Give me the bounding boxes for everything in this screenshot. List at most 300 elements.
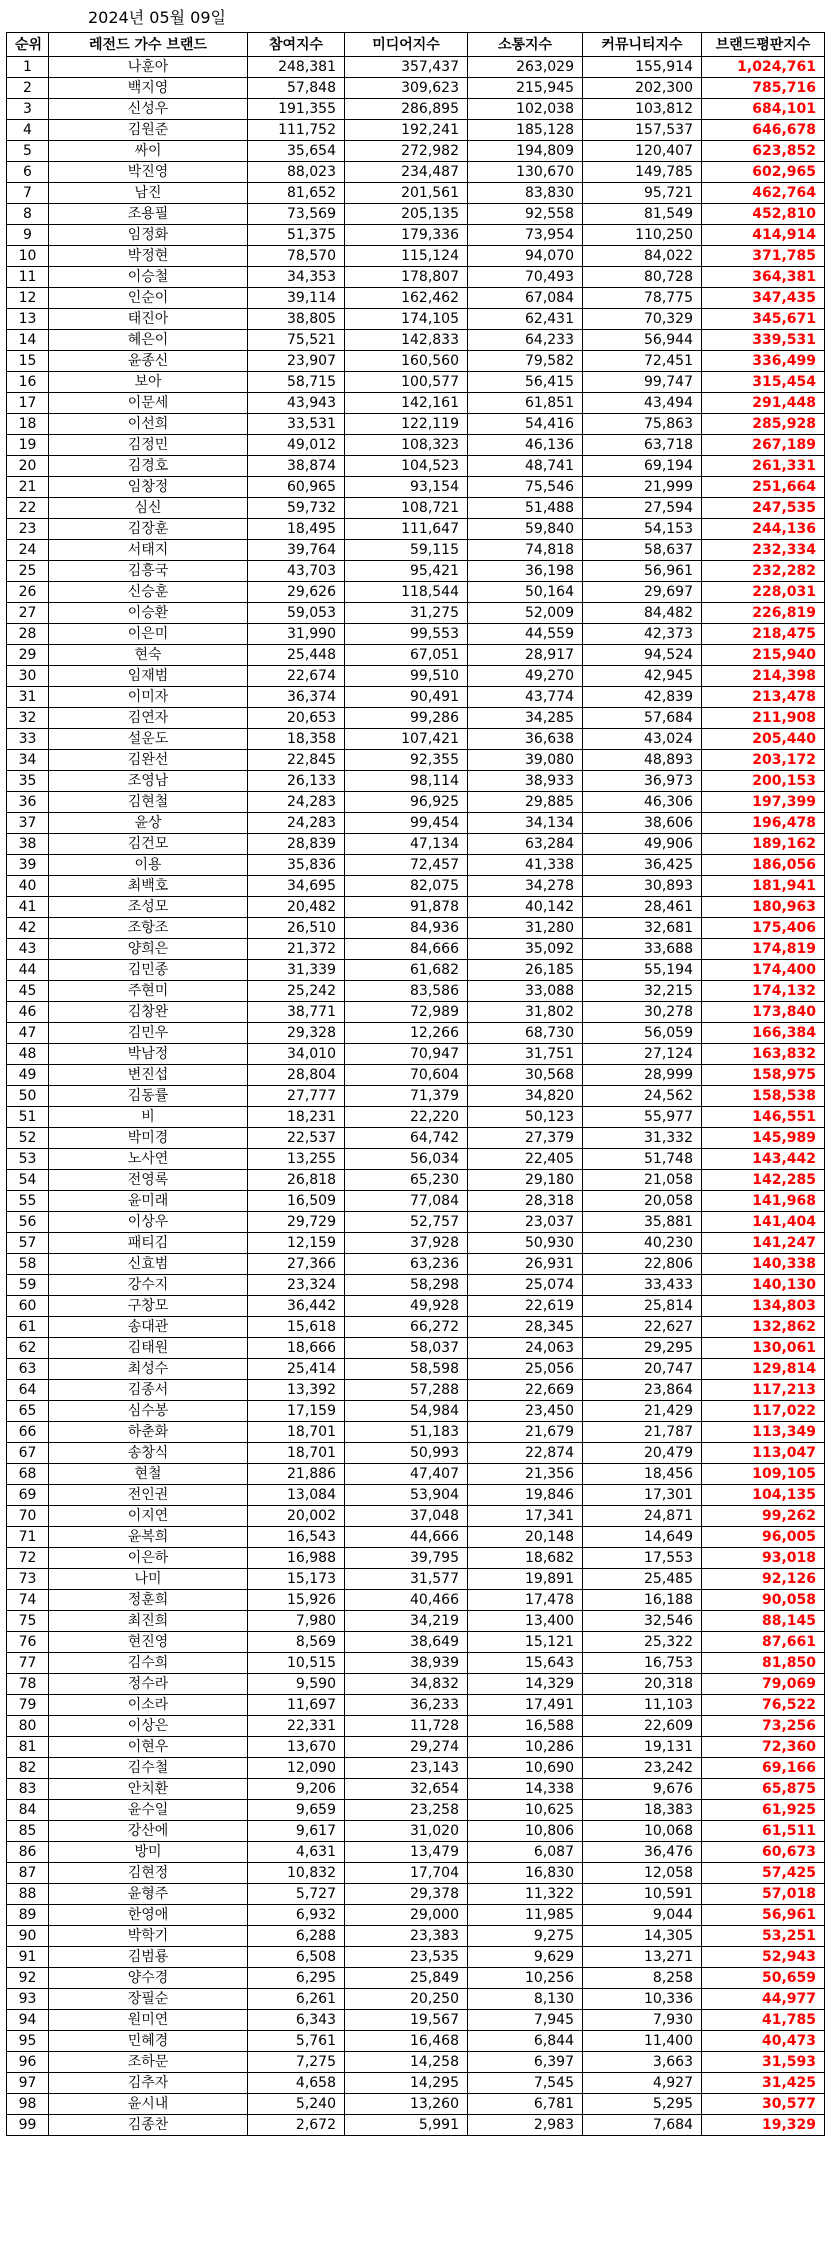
rank-cell: 59	[7, 1275, 49, 1296]
media-cell: 17,704	[345, 1863, 468, 1884]
table-row	[7, 1779, 825, 1800]
participation-cell: 21,372	[248, 939, 345, 960]
community-cell: 23,864	[583, 1380, 702, 1401]
media-cell: 23,535	[345, 1947, 468, 1968]
communication-cell: 8,130	[468, 1989, 583, 2010]
participation-cell: 12,159	[248, 1233, 345, 1254]
table-row	[7, 561, 825, 582]
brand-reputation-cell: 113,349	[702, 1422, 825, 1443]
communication-cell: 21,356	[468, 1464, 583, 1485]
communication-cell: 46,136	[468, 435, 583, 456]
community-cell: 25,485	[583, 1569, 702, 1590]
community-cell: 20,318	[583, 1674, 702, 1695]
participation-cell: 12,090	[248, 1758, 345, 1779]
singer-name-cell: 김장훈	[49, 519, 248, 540]
community-cell: 84,482	[583, 603, 702, 624]
community-cell: 20,479	[583, 1443, 702, 1464]
media-cell: 59,115	[345, 540, 468, 561]
brand-reputation-cell: 65,875	[702, 1779, 825, 1800]
community-cell: 42,373	[583, 624, 702, 645]
table-row	[7, 1737, 825, 1758]
participation-cell: 28,804	[248, 1065, 345, 1086]
communication-cell: 92,558	[468, 204, 583, 225]
participation-cell: 60,965	[248, 477, 345, 498]
community-cell: 11,103	[583, 1695, 702, 1716]
rank-cell: 49	[7, 1065, 49, 1086]
community-cell: 58,637	[583, 540, 702, 561]
media-cell: 108,323	[345, 435, 468, 456]
table-row	[7, 666, 825, 687]
participation-cell: 13,392	[248, 1380, 345, 1401]
brand-reputation-cell: 211,908	[702, 708, 825, 729]
communication-cell: 16,830	[468, 1863, 583, 1884]
media-cell: 142,833	[345, 330, 468, 351]
table-row	[7, 1233, 825, 1254]
brand-reputation-cell: 200,153	[702, 771, 825, 792]
community-cell: 7,930	[583, 2010, 702, 2031]
communication-cell: 23,450	[468, 1401, 583, 1422]
communication-cell: 27,379	[468, 1128, 583, 1149]
communication-cell: 79,582	[468, 351, 583, 372]
media-cell: 44,666	[345, 1527, 468, 1548]
media-cell: 38,939	[345, 1653, 468, 1674]
community-cell: 84,022	[583, 246, 702, 267]
singer-name-cell: 윤시내	[49, 2094, 248, 2115]
community-cell: 51,748	[583, 1149, 702, 1170]
media-cell: 83,586	[345, 981, 468, 1002]
table-row	[7, 1569, 825, 1590]
media-cell: 99,510	[345, 666, 468, 687]
media-cell: 272,982	[345, 141, 468, 162]
brand-reputation-cell: 203,172	[702, 750, 825, 771]
singer-name-cell: 윤상	[49, 813, 248, 834]
table-row	[7, 687, 825, 708]
communication-cell: 36,198	[468, 561, 583, 582]
brand-reputation-cell: 73,256	[702, 1716, 825, 1737]
rank-cell: 17	[7, 393, 49, 414]
singer-name-cell: 양희은	[49, 939, 248, 960]
brand-reputation-cell: 92,126	[702, 1569, 825, 1590]
communication-cell: 25,056	[468, 1359, 583, 1380]
singer-name-cell: 강산에	[49, 1821, 248, 1842]
communication-cell: 52,009	[468, 603, 583, 624]
participation-cell: 27,777	[248, 1086, 345, 1107]
communication-cell: 17,341	[468, 1506, 583, 1527]
singer-name-cell: 김경호	[49, 456, 248, 477]
brand-reputation-cell: 56,961	[702, 1905, 825, 1926]
communication-cell: 10,625	[468, 1800, 583, 1821]
participation-cell: 34,010	[248, 1044, 345, 1065]
participation-cell: 75,521	[248, 330, 345, 351]
singer-name-cell: 최성수	[49, 1359, 248, 1380]
rank-cell: 24	[7, 540, 49, 561]
participation-cell: 38,805	[248, 309, 345, 330]
table-row	[7, 1947, 825, 1968]
communication-cell: 33,088	[468, 981, 583, 1002]
community-cell: 40,230	[583, 1233, 702, 1254]
rank-cell: 70	[7, 1506, 49, 1527]
rank-cell: 64	[7, 1380, 49, 1401]
communication-cell: 50,123	[468, 1107, 583, 1128]
brand-reputation-cell: 134,803	[702, 1296, 825, 1317]
communication-cell: 50,930	[468, 1233, 583, 1254]
community-cell: 27,594	[583, 498, 702, 519]
media-cell: 65,230	[345, 1170, 468, 1191]
community-cell: 120,407	[583, 141, 702, 162]
brand-reputation-cell: 166,384	[702, 1023, 825, 1044]
brand-reputation-cell: 31,425	[702, 2073, 825, 2094]
communication-cell: 73,954	[468, 225, 583, 246]
community-cell: 3,663	[583, 2052, 702, 2073]
community-cell: 25,322	[583, 1632, 702, 1653]
table-row	[7, 1506, 825, 1527]
participation-cell: 13,255	[248, 1149, 345, 1170]
table-row	[7, 540, 825, 561]
participation-cell: 23,907	[248, 351, 345, 372]
table-row	[7, 141, 825, 162]
rank-cell: 57	[7, 1233, 49, 1254]
brand-reputation-cell: 57,425	[702, 1863, 825, 1884]
brand-reputation-cell: 173,840	[702, 1002, 825, 1023]
media-cell: 13,260	[345, 2094, 468, 2115]
communication-cell: 11,322	[468, 1884, 583, 1905]
rank-cell: 41	[7, 897, 49, 918]
communication-cell: 185,128	[468, 120, 583, 141]
singer-name-cell: 나미	[49, 1569, 248, 1590]
singer-name-cell: 주현미	[49, 981, 248, 1002]
media-cell: 99,454	[345, 813, 468, 834]
media-cell: 71,379	[345, 1086, 468, 1107]
table-row	[7, 1821, 825, 1842]
singer-name-cell: 김건모	[49, 834, 248, 855]
rank-cell: 61	[7, 1317, 49, 1338]
singer-name-cell: 인순이	[49, 288, 248, 309]
communication-cell: 14,338	[468, 1779, 583, 1800]
communication-cell: 10,690	[468, 1758, 583, 1779]
communication-cell: 130,670	[468, 162, 583, 183]
media-cell: 111,647	[345, 519, 468, 540]
participation-cell: 6,295	[248, 1968, 345, 1989]
singer-name-cell: 정훈희	[49, 1590, 248, 1611]
media-cell: 179,336	[345, 225, 468, 246]
rank-cell: 27	[7, 603, 49, 624]
table-row	[7, 918, 825, 939]
rank-cell: 60	[7, 1296, 49, 1317]
brand-reputation-cell: 174,400	[702, 960, 825, 981]
media-cell: 66,272	[345, 1317, 468, 1338]
singer-name-cell: 임창정	[49, 477, 248, 498]
community-cell: 17,301	[583, 1485, 702, 1506]
table-row	[7, 498, 825, 519]
singer-name-cell: 송창식	[49, 1443, 248, 1464]
brand-reputation-cell: 145,989	[702, 1128, 825, 1149]
participation-cell: 88,023	[248, 162, 345, 183]
participation-cell: 24,283	[248, 813, 345, 834]
community-cell: 54,153	[583, 519, 702, 540]
community-cell: 7,684	[583, 2115, 702, 2136]
community-cell: 21,787	[583, 1422, 702, 1443]
brand-reputation-cell: 226,819	[702, 603, 825, 624]
communication-cell: 34,820	[468, 1086, 583, 1107]
table-row	[7, 1905, 825, 1926]
participation-cell: 18,358	[248, 729, 345, 750]
table-row	[7, 435, 825, 456]
singer-name-cell: 전인권	[49, 1485, 248, 1506]
singer-name-cell: 이승환	[49, 603, 248, 624]
singer-name-cell: 이문세	[49, 393, 248, 414]
media-cell: 104,523	[345, 456, 468, 477]
singer-name-cell: 김완선	[49, 750, 248, 771]
media-cell: 72,989	[345, 1002, 468, 1023]
communication-cell: 62,431	[468, 309, 583, 330]
rank-cell: 29	[7, 645, 49, 666]
rank-cell: 32	[7, 708, 49, 729]
participation-cell: 7,980	[248, 1611, 345, 1632]
brand-reputation-cell: 141,404	[702, 1212, 825, 1233]
communication-cell: 22,874	[468, 1443, 583, 1464]
community-cell: 18,383	[583, 1800, 702, 1821]
rank-cell: 54	[7, 1170, 49, 1191]
table-row	[7, 939, 825, 960]
communication-cell: 6,781	[468, 2094, 583, 2115]
table-row	[7, 1401, 825, 1422]
table-row	[7, 1422, 825, 1443]
media-cell: 50,993	[345, 1443, 468, 1464]
singer-name-cell: 양수경	[49, 1968, 248, 1989]
community-cell: 31,332	[583, 1128, 702, 1149]
community-cell: 11,400	[583, 2031, 702, 2052]
participation-cell: 16,988	[248, 1548, 345, 1569]
participation-cell: 28,839	[248, 834, 345, 855]
participation-cell: 9,206	[248, 1779, 345, 1800]
communication-cell: 40,142	[468, 897, 583, 918]
brand-reputation-cell: 40,473	[702, 2031, 825, 2052]
communication-cell: 26,931	[468, 1254, 583, 1275]
table-row	[7, 1380, 825, 1401]
community-cell: 20,747	[583, 1359, 702, 1380]
participation-cell: 11,697	[248, 1695, 345, 1716]
singer-name-cell: 임재범	[49, 666, 248, 687]
brand-reputation-cell: 117,022	[702, 1401, 825, 1422]
brand-reputation-cell: 61,511	[702, 1821, 825, 1842]
table-row	[7, 1758, 825, 1779]
participation-cell: 18,231	[248, 1107, 345, 1128]
singer-name-cell: 심수봉	[49, 1401, 248, 1422]
table-row	[7, 834, 825, 855]
participation-cell: 23,324	[248, 1275, 345, 1296]
community-cell: 155,914	[583, 57, 702, 78]
rank-cell: 79	[7, 1695, 49, 1716]
communication-cell: 194,809	[468, 141, 583, 162]
communication-cell: 7,545	[468, 2073, 583, 2094]
communication-cell: 17,478	[468, 1590, 583, 1611]
singer-name-cell: 조하문	[49, 2052, 248, 2073]
singer-name-cell: 김창완	[49, 1002, 248, 1023]
participation-cell: 5,240	[248, 2094, 345, 2115]
participation-cell: 20,482	[248, 897, 345, 918]
media-cell: 29,378	[345, 1884, 468, 1905]
brand-reputation-cell: 174,132	[702, 981, 825, 1002]
table-row	[7, 1653, 825, 1674]
column-header-communication: 소통지수	[468, 33, 583, 57]
column-header-brand-reputation: 브랜드평판지수	[702, 33, 825, 57]
brand-reputation-cell: 130,061	[702, 1338, 825, 1359]
table-row	[7, 2073, 825, 2094]
rank-cell: 33	[7, 729, 49, 750]
brand-reputation-cell: 339,531	[702, 330, 825, 351]
singer-name-cell: 심신	[49, 498, 248, 519]
rank-cell: 40	[7, 876, 49, 897]
participation-cell: 191,355	[248, 99, 345, 120]
singer-name-cell: 박진영	[49, 162, 248, 183]
media-cell: 58,298	[345, 1275, 468, 1296]
media-cell: 64,742	[345, 1128, 468, 1149]
table-row	[7, 372, 825, 393]
table-row	[7, 603, 825, 624]
media-cell: 53,904	[345, 1485, 468, 1506]
community-cell: 21,999	[583, 477, 702, 498]
brand-reputation-cell: 72,360	[702, 1737, 825, 1758]
singer-name-cell: 장필순	[49, 1989, 248, 2010]
table-row	[7, 330, 825, 351]
media-cell: 142,161	[345, 393, 468, 414]
community-cell: 24,562	[583, 1086, 702, 1107]
singer-name-cell: 조항조	[49, 918, 248, 939]
rank-cell: 39	[7, 855, 49, 876]
community-cell: 43,024	[583, 729, 702, 750]
brand-reputation-cell: 109,105	[702, 1464, 825, 1485]
media-cell: 29,274	[345, 1737, 468, 1758]
participation-cell: 27,366	[248, 1254, 345, 1275]
community-cell: 9,676	[583, 1779, 702, 1800]
table-row	[7, 1086, 825, 1107]
community-cell: 72,451	[583, 351, 702, 372]
participation-cell: 24,283	[248, 792, 345, 813]
participation-cell: 10,832	[248, 1863, 345, 1884]
singer-name-cell: 박미경	[49, 1128, 248, 1149]
table-row	[7, 708, 825, 729]
community-cell: 69,194	[583, 456, 702, 477]
communication-cell: 24,063	[468, 1338, 583, 1359]
table-row	[7, 2031, 825, 2052]
rank-cell: 8	[7, 204, 49, 225]
table-row	[7, 1611, 825, 1632]
media-cell: 61,682	[345, 960, 468, 981]
communication-cell: 22,405	[468, 1149, 583, 1170]
rank-cell: 46	[7, 1002, 49, 1023]
singer-name-cell: 이은하	[49, 1548, 248, 1569]
participation-cell: 16,543	[248, 1527, 345, 1548]
table-row	[7, 162, 825, 183]
table-row	[7, 1989, 825, 2010]
brand-reputation-cell: 218,475	[702, 624, 825, 645]
brand-reputation-cell: 76,522	[702, 1695, 825, 1716]
table-row	[7, 183, 825, 204]
rank-cell: 73	[7, 1569, 49, 1590]
singer-name-cell: 윤복희	[49, 1527, 248, 1548]
table-row	[7, 477, 825, 498]
participation-cell: 34,353	[248, 267, 345, 288]
participation-cell: 9,659	[248, 1800, 345, 1821]
header-row	[7, 33, 825, 57]
community-cell: 33,688	[583, 939, 702, 960]
table-row	[7, 1884, 825, 1905]
singer-name-cell: 조용필	[49, 204, 248, 225]
participation-cell: 22,331	[248, 1716, 345, 1737]
rank-cell: 43	[7, 939, 49, 960]
communication-cell: 25,074	[468, 1275, 583, 1296]
table-row	[7, 1842, 825, 1863]
rank-cell: 75	[7, 1611, 49, 1632]
singer-name-cell: 현진영	[49, 1632, 248, 1653]
participation-cell: 26,133	[248, 771, 345, 792]
table-row	[7, 855, 825, 876]
communication-cell: 21,679	[468, 1422, 583, 1443]
singer-name-cell: 한영애	[49, 1905, 248, 1926]
singer-name-cell: 전영록	[49, 1170, 248, 1191]
participation-cell: 4,631	[248, 1842, 345, 1863]
community-cell: 21,429	[583, 1401, 702, 1422]
brand-reputation-cell: 132,862	[702, 1317, 825, 1338]
singer-name-cell: 김태원	[49, 1338, 248, 1359]
table-row	[7, 1674, 825, 1695]
rank-cell: 35	[7, 771, 49, 792]
communication-cell: 50,164	[468, 582, 583, 603]
media-cell: 47,407	[345, 1464, 468, 1485]
singer-name-cell: 혜은이	[49, 330, 248, 351]
community-cell: 70,329	[583, 309, 702, 330]
communication-cell: 56,415	[468, 372, 583, 393]
singer-name-cell: 김흥국	[49, 561, 248, 582]
rank-cell: 42	[7, 918, 49, 939]
media-cell: 14,295	[345, 2073, 468, 2094]
brand-reputation-cell: 228,031	[702, 582, 825, 603]
communication-cell: 2,983	[468, 2115, 583, 2136]
rank-cell: 30	[7, 666, 49, 687]
singer-name-cell: 이상우	[49, 1212, 248, 1233]
table-body	[7, 57, 825, 2136]
media-cell: 84,666	[345, 939, 468, 960]
rank-cell: 16	[7, 372, 49, 393]
brand-reputation-cell: 30,577	[702, 2094, 825, 2115]
table-row	[7, 1149, 825, 1170]
rank-cell: 85	[7, 1821, 49, 1842]
participation-cell: 34,695	[248, 876, 345, 897]
communication-cell: 28,917	[468, 645, 583, 666]
media-cell: 58,598	[345, 1359, 468, 1380]
singer-name-cell: 이승철	[49, 267, 248, 288]
rank-cell: 94	[7, 2010, 49, 2031]
media-cell: 96,925	[345, 792, 468, 813]
communication-cell: 15,643	[468, 1653, 583, 1674]
brand-reputation-cell: 414,914	[702, 225, 825, 246]
media-cell: 31,577	[345, 1569, 468, 1590]
column-header-brand: 레전드 가수 브랜드	[49, 33, 248, 57]
singer-name-cell: 박정현	[49, 246, 248, 267]
media-cell: 122,119	[345, 414, 468, 435]
communication-cell: 83,830	[468, 183, 583, 204]
communication-cell: 59,840	[468, 519, 583, 540]
rank-cell: 23	[7, 519, 49, 540]
media-cell: 70,947	[345, 1044, 468, 1065]
singer-name-cell: 송대관	[49, 1317, 248, 1338]
media-cell: 115,124	[345, 246, 468, 267]
communication-cell: 49,270	[468, 666, 583, 687]
table-row	[7, 1170, 825, 1191]
singer-name-cell: 조성모	[49, 897, 248, 918]
media-cell: 84,936	[345, 918, 468, 939]
community-cell: 99,747	[583, 372, 702, 393]
